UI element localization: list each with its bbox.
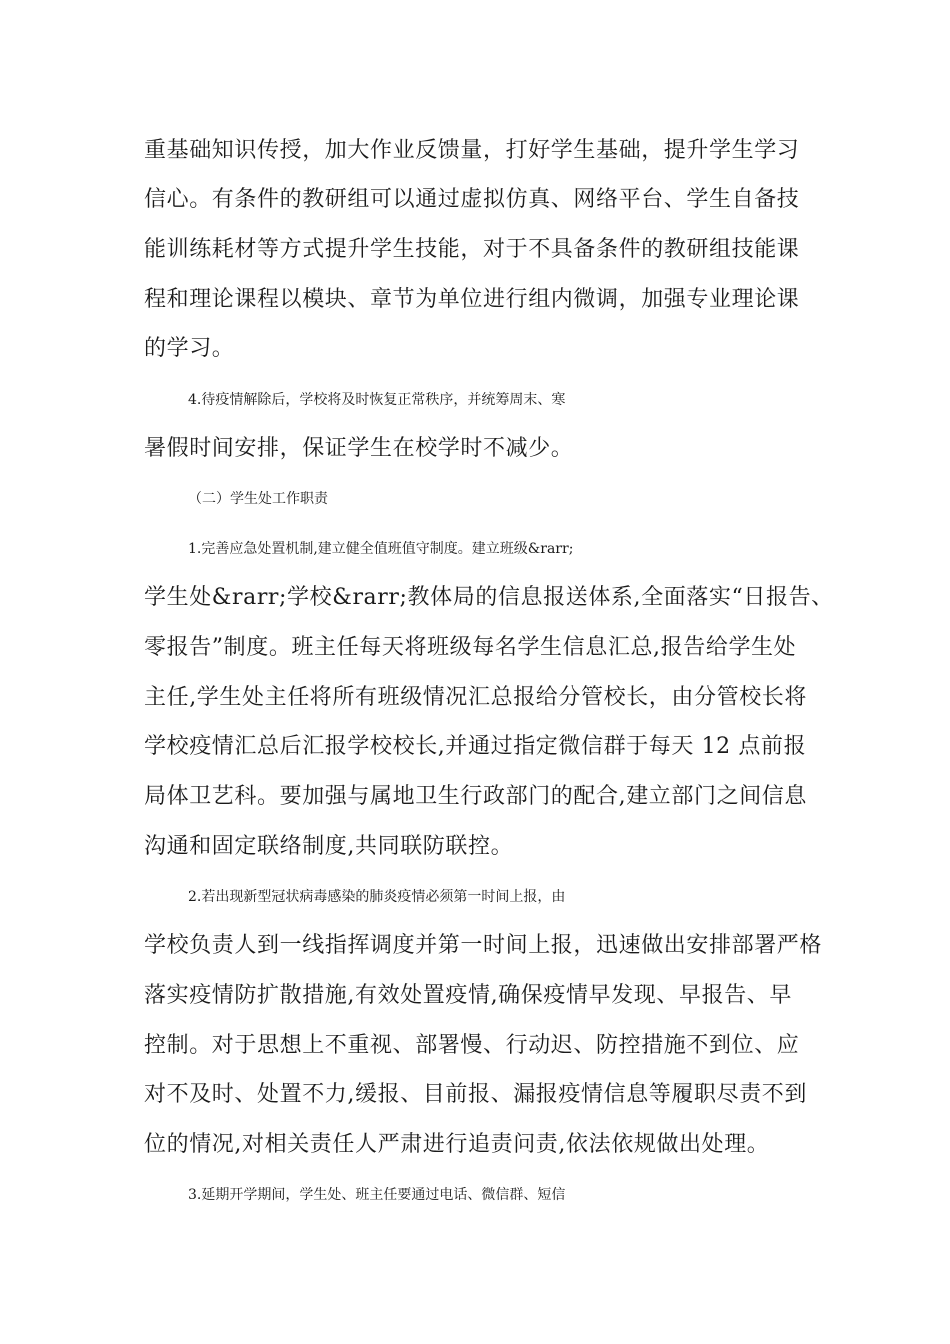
text-line: 主任,学生处主任将所有班级情况汇总报给分管校长，由分管校长将: [144, 685, 807, 710]
paragraph-4-start: 4.待疫情解除后，学校将及时恢复正常秩序，并统筹周末、寒: [188, 392, 566, 408]
text-line: 零报告”制度。班主任每天将班级每名学生信息汇总,报告给学生处: [144, 635, 797, 660]
text-line: 信心。有条件的教研组可以通过虚拟仿真、网络平台、学生自备技: [144, 187, 800, 212]
text-line: 学生处&rarr;学校&rarr;教体局的信息报送体系,全面落实“日报告、: [144, 585, 834, 610]
text-line: 位的情况,对相关责任人严肃进行追责问责,依法依规做出处理。: [144, 1132, 770, 1157]
paragraph-1-start: 1.完善应急处置机制,建立健全值班值守制度。建立班级&rarr;: [188, 541, 574, 557]
text-line: 落实疫情防扩散措施,有效处置疫情,确保疫情早发现、早报告、早: [144, 983, 792, 1008]
text-line: 沟通和固定联络制度,共同联防联控。: [144, 834, 514, 859]
text-line: 控制。对于思想上不重视、部署慢、行动迟、防控措施不到位、应: [144, 1033, 800, 1058]
text-line: 对不及时、处置不力,缓报、目前报、漏报疫情信息等履职尽责不到: [144, 1082, 807, 1107]
section-heading: （二）学生处工作职责: [188, 491, 328, 507]
text-line: 能训练耗材等方式提升学生技能，对于不具备条件的教研组技能课: [144, 237, 800, 262]
text-line: 程和理论课程以模块、章节为单位进行组内微调，加强专业理论课: [144, 287, 800, 312]
text-line: 暑假时间安排，保证学生在校学时不减少。: [144, 436, 574, 461]
text-line: 的学习。: [144, 336, 235, 361]
text-line: 学校负责人到一线指挥调度并第一时间上报，迅速做出安排部署严格: [144, 933, 823, 958]
text-line: 局体卫艺科。要加强与属地卫生行政部门的配合,建立部门之间信息: [144, 784, 807, 809]
paragraph-3-start: 3.延期开学期间，学生处、班主任要通过电话、微信群、短信: [188, 1187, 566, 1203]
text-line: 重基础知识传授，加大作业反馈量，打好学生基础，提升学生学习: [144, 138, 800, 163]
paragraph-2-start: 2.若出现新型冠状病毒感染的肺炎疫情必须第一时间上报，由: [188, 889, 566, 905]
text-line: 学校疫情汇总后汇报学校校长,并通过指定微信群于每天 12 点前报: [144, 734, 807, 759]
